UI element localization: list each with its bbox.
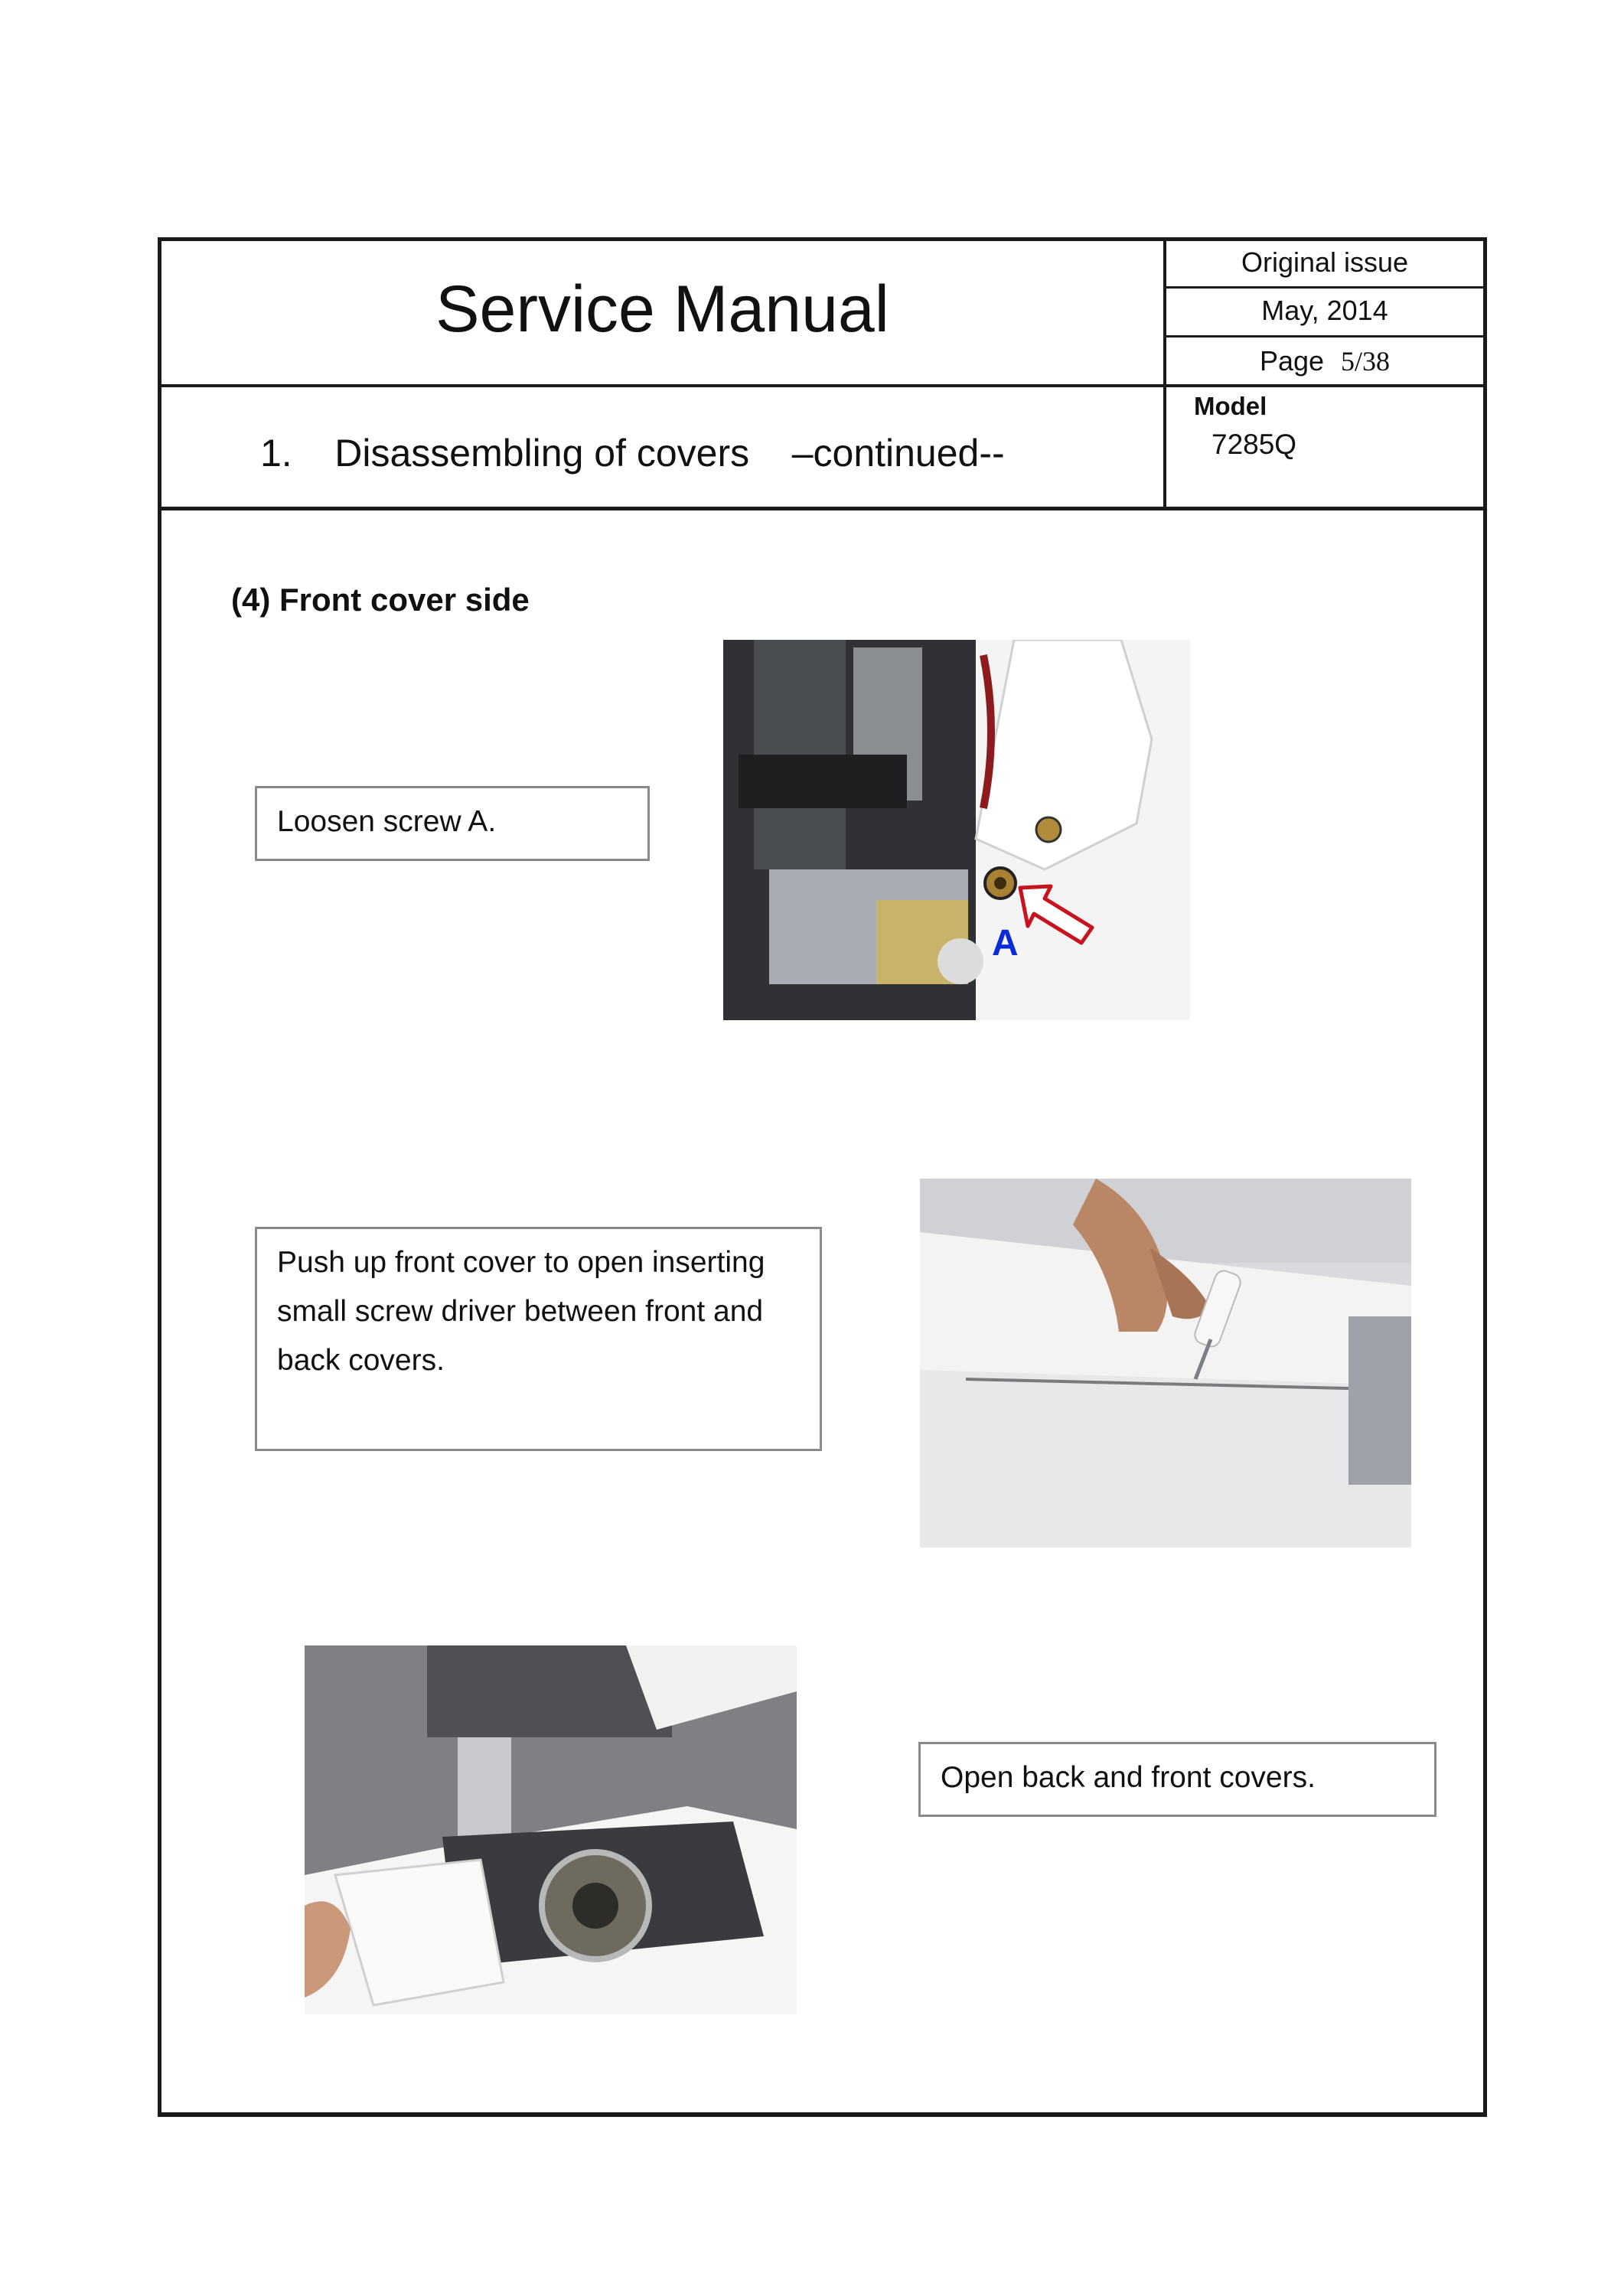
page-title: Service Manual xyxy=(435,272,889,346)
step-3-instruction: Open back and front covers. xyxy=(918,1742,1436,1817)
subheading: (4) Front cover side xyxy=(231,582,530,618)
step-1-instruction: Loosen screw A. xyxy=(255,786,650,861)
photo-screwdriver xyxy=(920,1179,1411,1548)
info-row-divider-1 xyxy=(1163,286,1487,289)
header-divider-mid xyxy=(158,384,1487,387)
photo-screw-a xyxy=(723,640,1190,1020)
original-issue-label: Original issue xyxy=(1241,246,1409,278)
page-indicator xyxy=(1166,345,1483,382)
page-number: 5/38 xyxy=(1341,346,1391,377)
callout-label-a: A xyxy=(992,923,1019,964)
frame-bottom-border xyxy=(158,2112,1487,2117)
frame-left-border xyxy=(158,237,161,2117)
header-divider-bottom xyxy=(158,507,1487,510)
issue-date: May, 2014 xyxy=(1261,295,1388,326)
step-2-instruction: Push up front cover to open inserting small screw driver between front and back covers. xyxy=(255,1227,822,1451)
section-heading: 1. Disassembling of covers –continued-- xyxy=(260,432,1005,475)
info-row-divider-2 xyxy=(1163,335,1487,338)
model-label: Model xyxy=(1194,392,1267,420)
frame-top-border xyxy=(158,237,1487,241)
model-value: 7285Q xyxy=(1211,429,1297,460)
frame-right-border xyxy=(1483,237,1487,2117)
photo-open-covers xyxy=(305,1645,797,2014)
page-label: Page xyxy=(1259,345,1325,377)
